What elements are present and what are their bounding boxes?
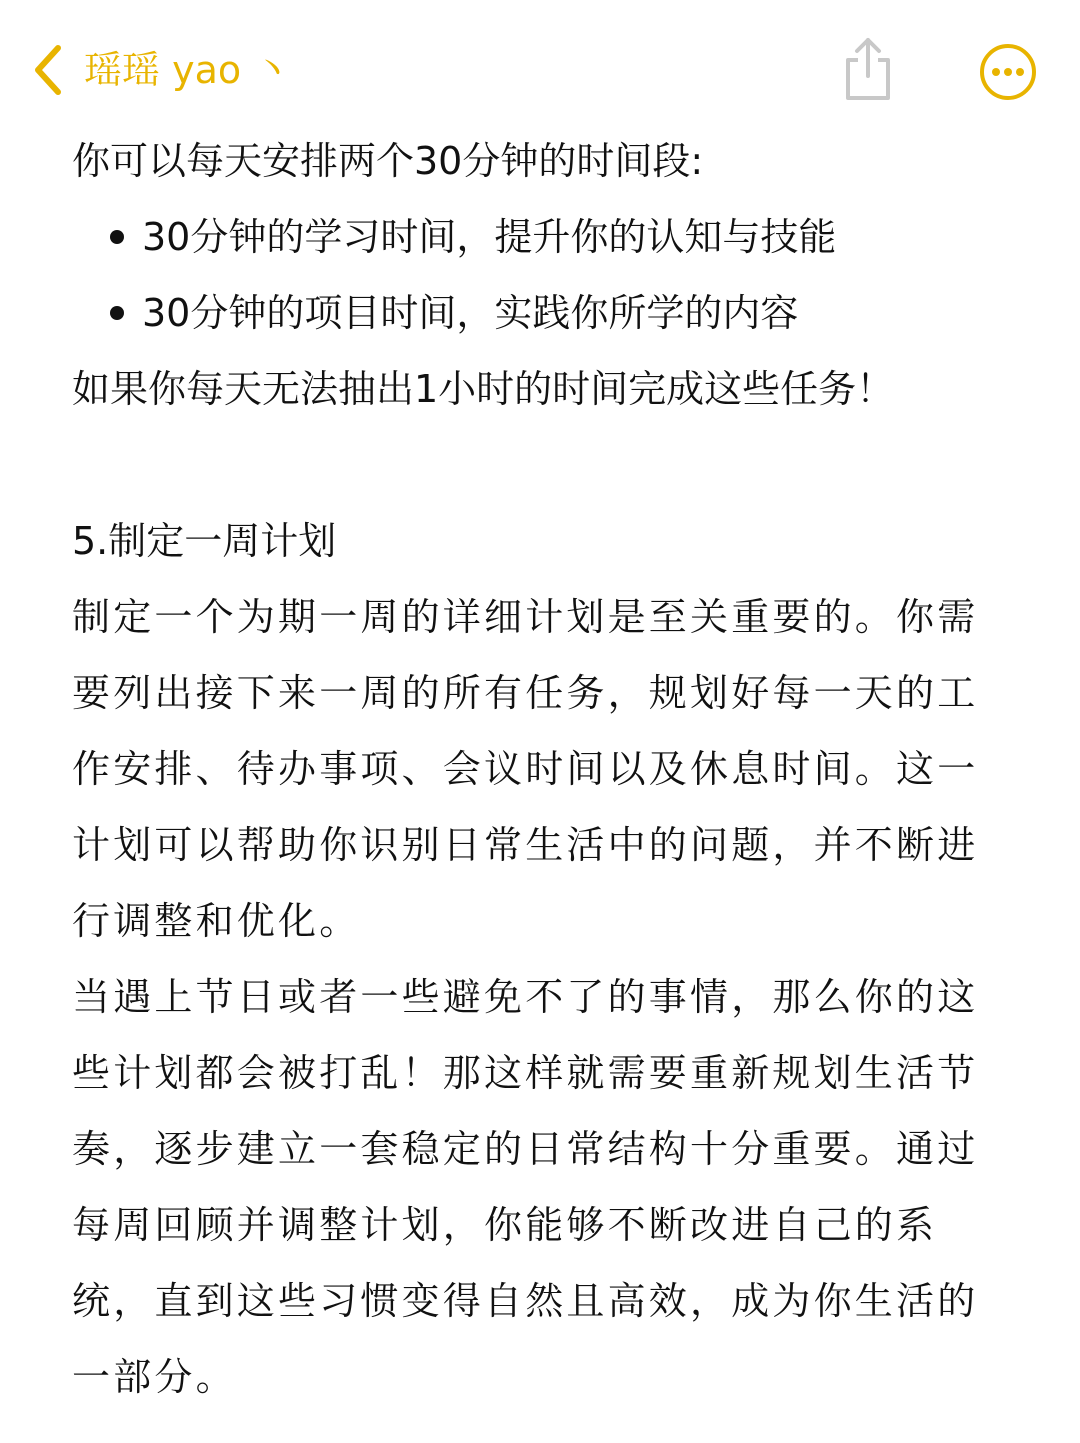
more-button[interactable]	[978, 42, 1038, 102]
paragraph-line: 当遇上节日或者一些避免不了的事情，那么你的这	[72, 975, 979, 1019]
paragraph-line: 计划可以帮助你识别日常生活中的问题，并不断进	[72, 823, 979, 867]
paragraph-line: 作安排、待办事项、会议时间以及休息时间。这一	[72, 747, 979, 791]
paragraph-line: 每周回顾并调整计划，你能够不断改进自己的系	[72, 1203, 938, 1247]
bullet-item	[72, 199, 1012, 275]
bullet-dot	[110, 306, 124, 320]
paragraph-1	[72, 579, 1012, 959]
back-button[interactable]	[28, 40, 291, 100]
paragraph-line: 统，直到这些习惯变得自然且高效，成为你生活的	[72, 1279, 979, 1323]
paragraph-line: 行调整和优化。	[72, 899, 361, 943]
share-button[interactable]	[838, 36, 898, 102]
after-bullets-line: 如果你每天无法抽出1小时的时间完成这些任务！	[72, 367, 895, 411]
bullet-dot	[110, 230, 124, 244]
back-label: 瑶瑶 yao 丶	[84, 48, 292, 92]
paragraph-2	[72, 959, 1012, 1415]
chevron-left-icon	[28, 40, 68, 100]
paragraph-line: 奏，逐步建立一套稳定的日常结构十分重要。通过	[72, 1127, 979, 1171]
navigation-bar	[0, 0, 1080, 130]
bullet-item	[72, 275, 1012, 351]
paragraph-line: 些计划都会被打乱！那这样就需要重新规划生活节	[72, 1051, 979, 1095]
more-icon	[978, 42, 1038, 102]
blank-line	[72, 427, 1012, 503]
section-heading: 5.制定一周计划	[72, 519, 337, 563]
paragraph-line: 一部分。	[72, 1355, 237, 1399]
bullet-text: 30分钟的学习时间，提升你的认知与技能	[142, 215, 837, 259]
paragraph-line: 要列出接下来一周的所有任务，规划好每一天的工	[72, 671, 979, 715]
note-body	[72, 123, 1012, 1415]
bullet-text: 30分钟的项目时间，实践你所学的内容	[142, 291, 799, 335]
share-icon	[838, 36, 898, 102]
intro-line: 你可以每天安排两个30分钟的时间段:	[72, 139, 704, 183]
paragraph-line: 制定一个为期一周的详细计划是至关重要的。你需	[72, 595, 979, 639]
